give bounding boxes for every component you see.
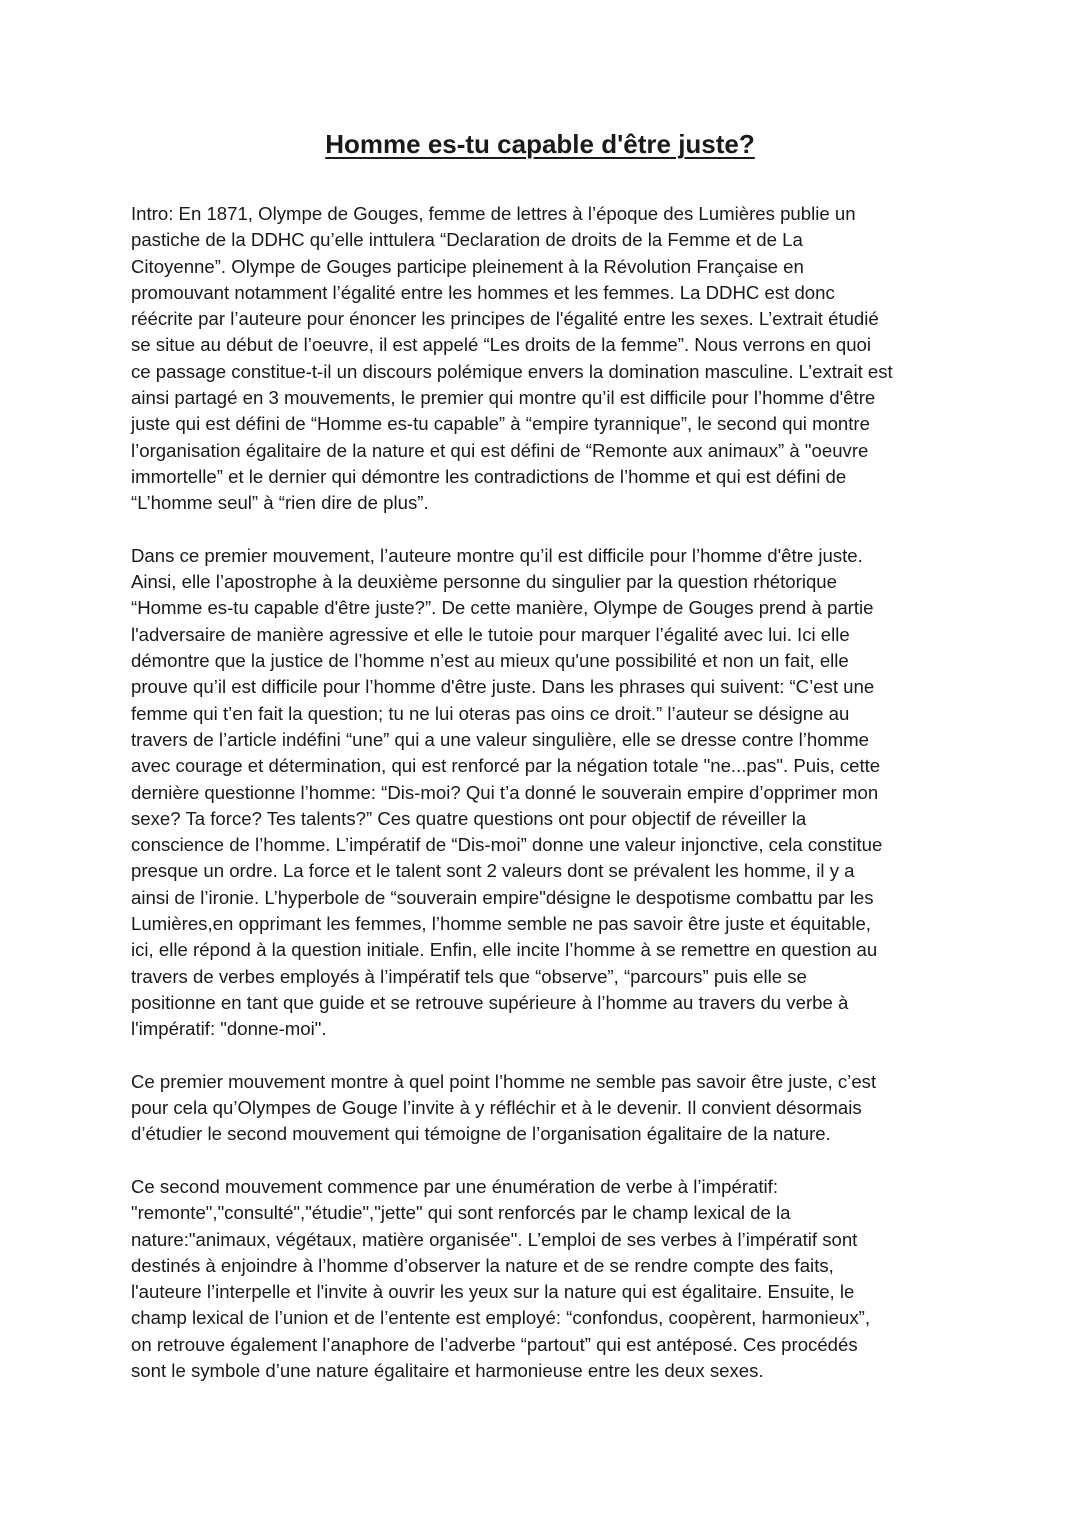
paragraph-intro: Intro: En 1871, Olympe de Gouges, femme de lettres à l’époque des Lumières publie un pastiche de la DDHC qu’elle inttulera “Declaration de droits de la Femme et de La Citoyenne”. Olympe de Gouges participe pleinement à la Révolution Française en promouvant notamment l’égalité entre les hommes et les femmes. La DDHC est donc réécrite par l’auteure pour énoncer les principes de l'égalité entre les sexes. L’extrait étudié se situe au début de l’oeuvre, il est appelé “Les droits de la femme”. Nous verrons en quoi ce passage constitue-t-il un discours polémique envers la domination masculine. L’extrait est ainsi partagé en 3 mouvements, le premier qui montre qu’il est difficile pour l’homme d'être juste qui est défini de “Homme es-tu capable” à “empire tyrannique”, le second qui montre l’organisation égalitaire de la nature et qui est défini de “Remonte aux animaux” à "oeuvre immortelle” et le dernier qui démontre les contradictions de l’homme et qui est défini de “L’homme seul” à “rien dire de plus”.: [131, 203, 893, 514]
paragraph-first-movement: Dans ce premier mouvement, l’auteure montre qu’il est difficile pour l’homme d'être juste. Ainsi, elle l’apostrophe à la deuxième personne du singulier par la question rhétorique “Homme es-tu capable d'être juste?”. De cette manière, Olympe de Gouges prend à partie l'adversaire de manière agressive et elle le tutoie pour marquer l’égalité avec lui. Ici elle démontre que la justice de l’homme n’est au mieux qu'une possibilité et non un fait, elle prouve qu’il est difficile pour l’homme d'être juste. Dans les phrases qui suivent: “C’est une femme qui t’en fait la question; tu ne lui oteras pas oins ce droit.” l’auteur se désigne au travers de l’article indéfini “une” qui a une valeur singulière, elle se dresse contre l’homme avec courage et détermination, qui est renforcé par la négation totale "ne...pas". Puis, cette dernière questionne l’homme: “Dis-moi? Qui t’a donné le souverain empire d’opprimer mon sexe? Ta force? Tes talents?” Ces quatre questions ont pour objectif de réveiller la conscience de l’homme. L’impératif de “Dis-moi” donne une valeur injonctive, cela constitue presque un ordre. La force et le talent sont 2 valeurs dont se prévalent les homme, il y a ainsi de l’ironie. L’hyperbole de “souverain empire"désigne le despotisme combattu par les Lumières,en opprimant les femmes, l’homme semble ne pas savoir être juste et équitable, ici, elle répond à la question initiale. Enfin, elle incite l’homme à se remettre en question au travers de verbes employés à l’impératif tels que “observe”, “parcours” puis elle se positionne en tant que guide et se retrouve supérieure à l’homme au travers du verbe à l'impératif: "donne-moi".: [131, 544, 883, 1040]
document-title: Homme es-tu capable d'être juste?: [325, 129, 755, 159]
paragraph-transition: Ce premier mouvement montre à quel point l’homme ne semble pas savoir être juste, c’est pour cela qu’Olympes de Gouge l’invite à y réfléchir et à le devenir. Il convient désormais d’étudier le second mouvement qui témoigne de l’organisation égalitaire de la nature.: [131, 1070, 877, 1145]
document-body: [131, 201, 961, 1411]
paragraph-second-movement: Ce second mouvement commence par une énumération de verbe à l’impératif: "remonte","consulté","étudie","jette" qui sont renforcés par le champ lexical de la nature:"animaux, végétaux, matière organisée". L’emploi de ses verbes à l’impératif sont destinés à enjoindre à l’homme d’observer la nature et de se rendre compte des faits, l'auteure l’interpelle et l'invite à ouvrir les yeux sur la nature qui est égalitaire. Ensuite, le champ lexical de l’union et de l’entente est employé: “confondus, coopèrent, harmonieux”, on retrouve également l’anaphore de l’adverbe “partout” qui est antéposé. Ces procédés sont le symbole d’une nature égalitaire et harmonieuse entre les deux sexes.: [131, 1175, 871, 1382]
